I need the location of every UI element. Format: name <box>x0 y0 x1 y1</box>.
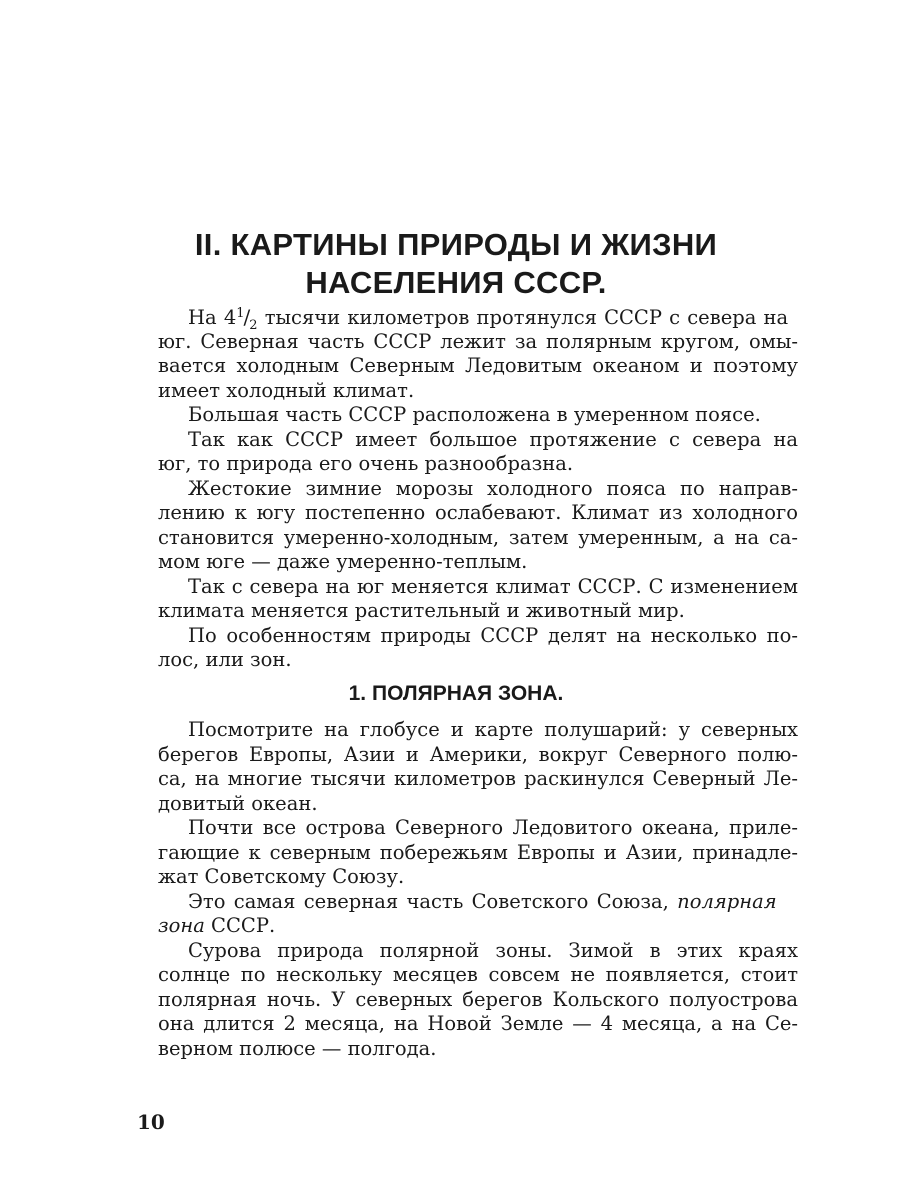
section-heading: 1. ПОЛЯРНАЯ ЗОНА. <box>348 682 564 705</box>
paragraph-line <box>158 890 798 915</box>
paragraph-line: Большая часть СССР расположена в умеренном поясе. <box>188 403 761 426</box>
paragraph-line: становится умеренно-холодным, затем умеренным, а на са- <box>158 525 798 549</box>
section-text <box>158 718 798 1061</box>
page-number: 10 <box>137 1110 165 1134</box>
text-run: СССР. <box>204 914 276 937</box>
paragraph-line: солнце по нескольку месяцев совсем не появляется, стоит <box>158 963 798 986</box>
paragraph-line: климата меняется растительный и животный мир. <box>158 599 685 622</box>
fraction-denominator: 2 <box>249 318 258 333</box>
paragraph-line: довитый океан. <box>158 791 318 815</box>
paragraph-line: лению к югу постепенно ослабевают. Климат из холодного <box>158 501 798 524</box>
chapter-title-line-1: II. КАРТИНЫ ПРИРОДЫ И ЖИЗНИ <box>194 227 718 262</box>
text-run: На 4 <box>188 306 237 329</box>
paragraph-line: имеет холодный климат. <box>158 378 415 402</box>
text-run: Это самая северная часть Советского Союза, <box>188 889 678 913</box>
paragraph-line: мом юге — даже умеренно-теплым. <box>158 550 528 573</box>
paragraph-line: полярная ночь. У северных берегов Кольского полуострова <box>158 987 798 1011</box>
paragraph-line: По особенностям природы СССР делят на несколько по- <box>188 623 798 647</box>
paragraph-line: Жестокие зимние морозы холодного пояса по направ- <box>188 476 798 500</box>
paragraph-line <box>158 914 798 939</box>
paragraph-line: Сурова природа полярной зоны. Зимой в этих краях <box>188 938 798 962</box>
paragraph-line: жат Советскому Союзу. <box>158 865 405 888</box>
paragraph-line: Так как СССР имеет большое протяжение с севера на <box>188 427 798 451</box>
paragraph-line: вается холодным Северным Ледовитым океаном и поэтому <box>158 354 798 377</box>
text-run: тысячи километров протянулся СССР с севера на <box>257 306 789 329</box>
paragraph-line: юг. Северная часть СССР лежит за полярным кругом, омы- <box>158 329 798 353</box>
fraction-slash: / <box>243 305 251 329</box>
paragraph-line: Почти все острова Северного Ледовитого океана, приле- <box>188 816 798 839</box>
intro-text <box>158 305 798 673</box>
paragraph-line: верном полюсе — полгода. <box>158 1036 437 1060</box>
paragraph-line <box>158 305 798 333</box>
paragraph-line: гающие к северным побережьям Европы и Азии, принадле- <box>158 840 798 864</box>
chapter-title <box>140 226 772 302</box>
paragraph-line: лос, или зон. <box>158 648 292 671</box>
paragraph-line: Так с севера на юг меняется климат СССР. С изменением <box>188 574 798 598</box>
paragraph-line: берегов Европы, Азии и Америки, вокруг Северного полю- <box>158 742 798 766</box>
paragraph-line: са, на многие тысячи километров раскинулся Северный Ле- <box>158 767 798 790</box>
paragraph-line: юг, то природа его очень разнообразна. <box>158 452 574 475</box>
italic-term: зона <box>158 914 205 937</box>
italic-term: полярная <box>677 889 777 913</box>
chapter-title-line-2: НАСЕЛЕНИЯ СССР. <box>305 265 607 300</box>
paragraph-line: она длится 2 месяца, на Новой Земле — 4 месяца, а на Се- <box>158 1012 798 1035</box>
fraction-numerator: 1 <box>236 306 245 321</box>
paragraph-line: Посмотрите на глобусе и карте полушарий: у северных <box>188 718 798 741</box>
